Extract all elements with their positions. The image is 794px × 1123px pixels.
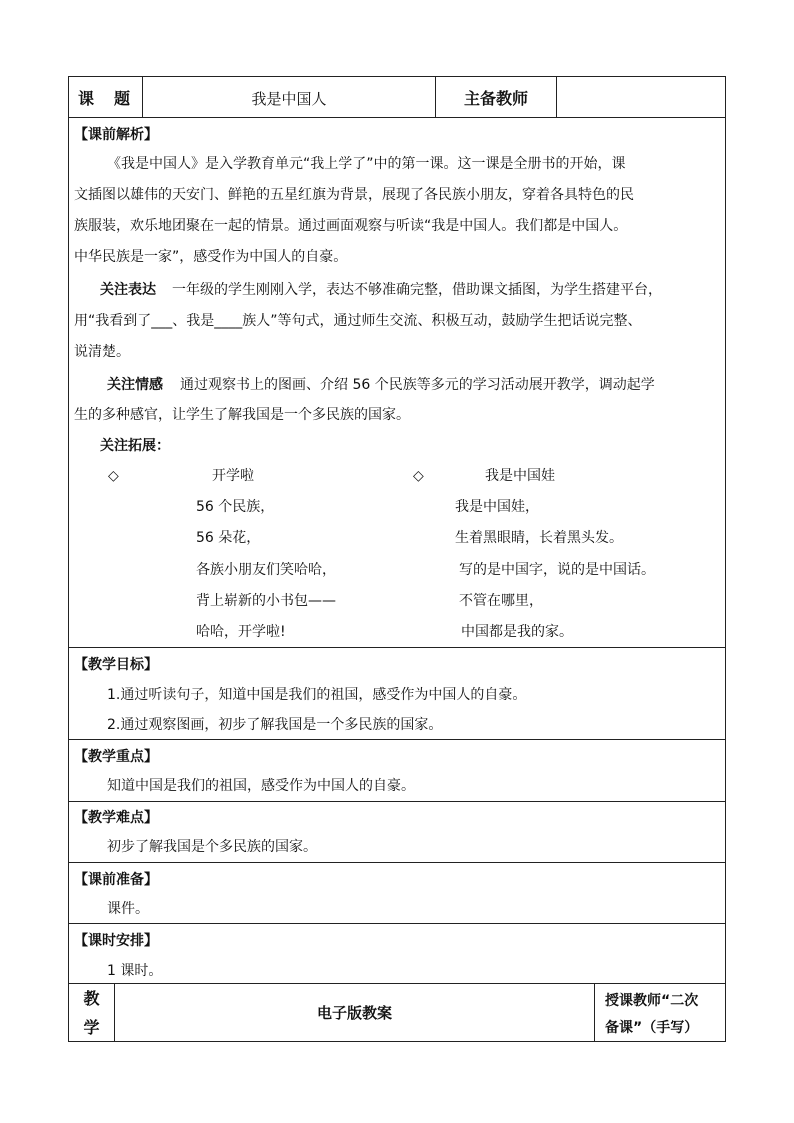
topic-value: 我是中国人 — [251, 90, 327, 108]
footer-col-divider-2 — [594, 983, 595, 1042]
row-divider-schedule — [68, 983, 726, 984]
poem2-line: 写的是中国字，说的是中国话。 — [459, 562, 655, 578]
goal-item: 1.通过听读句子，知道中国是我们的祖国，感受作为中国人的自豪。 — [107, 687, 527, 703]
analysis-para-line: 文插图以雄伟的天安门、鲜艳的五星红旗为背景，展现了各民族小朋友，穿着各具特色的民 — [74, 187, 634, 203]
poem1-line: 56 个民族， — [196, 499, 275, 515]
poem2-line: 生着黑眼睛，长着黑头发。 — [455, 530, 623, 546]
expression-label: 关注表达 — [100, 282, 156, 298]
schedule-heading: 【课时安排】 — [74, 933, 158, 949]
keypoints-text: 知道中国是我们的祖国，感受作为中国人的自豪。 — [107, 778, 415, 794]
keypoints-heading: 【教学重点】 — [74, 749, 158, 765]
schedule-text: 1 课时。 — [107, 963, 163, 979]
table-border-top — [68, 76, 726, 77]
analysis-para-line: 中华民族是一家”，感受作为中国人的自豪。 — [74, 249, 348, 265]
footer-left-line1: 教 — [83, 989, 100, 1008]
footer-right-line2: 备课”（手写） — [605, 1020, 699, 1036]
analysis-para-line: 族服装，欢乐地团聚在一起的情景。通过画面观察与听读“我是中国人。我们都是中国人。 — [74, 218, 628, 234]
table-border-right — [725, 76, 726, 1042]
difficulties-heading: 【教学难点】 — [74, 810, 158, 826]
row-divider-difficulties — [68, 862, 726, 863]
expression-line: 用“我看到了___、我是____族人”等句式，通过师生交流、积极互动，鼓励学生把话说完整、 — [74, 313, 642, 329]
analysis-heading: 【课前解析】 — [74, 127, 158, 143]
footer-right-line1: 授课教师“二次 — [605, 993, 699, 1009]
emotion-line: 生的多种感官，让学生了解我国是一个多民族的国家。 — [74, 407, 410, 423]
difficulties-text: 初步了解我国是个多民族的国家。 — [107, 839, 317, 855]
analysis-para-line: 《我是中国人》是入学教育单元“我上学了”中的第一课。这一课是全册书的开始，课 — [107, 156, 626, 172]
row-divider-preparation — [68, 923, 726, 924]
footer-center-title: 电子版教案 — [316, 1004, 392, 1022]
preparation-text: 课件。 — [107, 901, 149, 917]
poem2-line: 不管在哪里， — [459, 593, 543, 609]
preparation-heading: 【课前准备】 — [74, 872, 158, 888]
row-divider-goals — [68, 739, 726, 740]
poem-title-zhongguowa: 我是中国娃 — [485, 468, 555, 484]
row-divider-header — [68, 117, 726, 118]
row-divider-analysis — [68, 647, 726, 648]
goals-heading: 【教学目标】 — [74, 657, 158, 673]
expression-line: 说清楚。 — [74, 344, 130, 360]
diamond-bullet-icon: ◇ — [413, 468, 424, 484]
poem2-line: 我是中国娃， — [455, 499, 539, 515]
diamond-bullet-icon: ◇ — [108, 468, 119, 484]
poem2-line: 中国都是我的家。 — [461, 624, 573, 640]
emotion-line: 通过观察书上的图画、介绍 56 个民族等多元的学习活动展开教学，调动起学 — [180, 377, 655, 393]
expression-line: 一年级的学生刚刚入学，表达不够准确完整，借助课文插图，为学生搭建平台， — [172, 282, 662, 298]
extend-label: 关注拓展： — [100, 438, 170, 454]
header-col-divider-3 — [556, 76, 557, 117]
emotion-label: 关注情感 — [107, 377, 163, 393]
table-border-bottom — [68, 1041, 726, 1042]
poem1-line: 56 朵花， — [196, 530, 261, 546]
poem1-line: 各族小朋友们笑哈哈， — [196, 562, 336, 578]
footer-left-line2: 学 — [83, 1018, 100, 1037]
goal-item: 2.通过观察图画，初步了解我国是一个多民族的国家。 — [107, 717, 443, 733]
table-border-left — [68, 76, 69, 1042]
poem1-line: 哈哈，开学啦! — [196, 624, 286, 640]
topic-label: 课 题 — [78, 89, 133, 108]
poem1-line: 背上崭新的小书包—— — [196, 593, 336, 609]
row-divider-keypoints — [68, 801, 726, 802]
teacher-label: 主备教师 — [463, 89, 528, 108]
poem-title-kaixuela: 开学啦 — [212, 468, 254, 484]
